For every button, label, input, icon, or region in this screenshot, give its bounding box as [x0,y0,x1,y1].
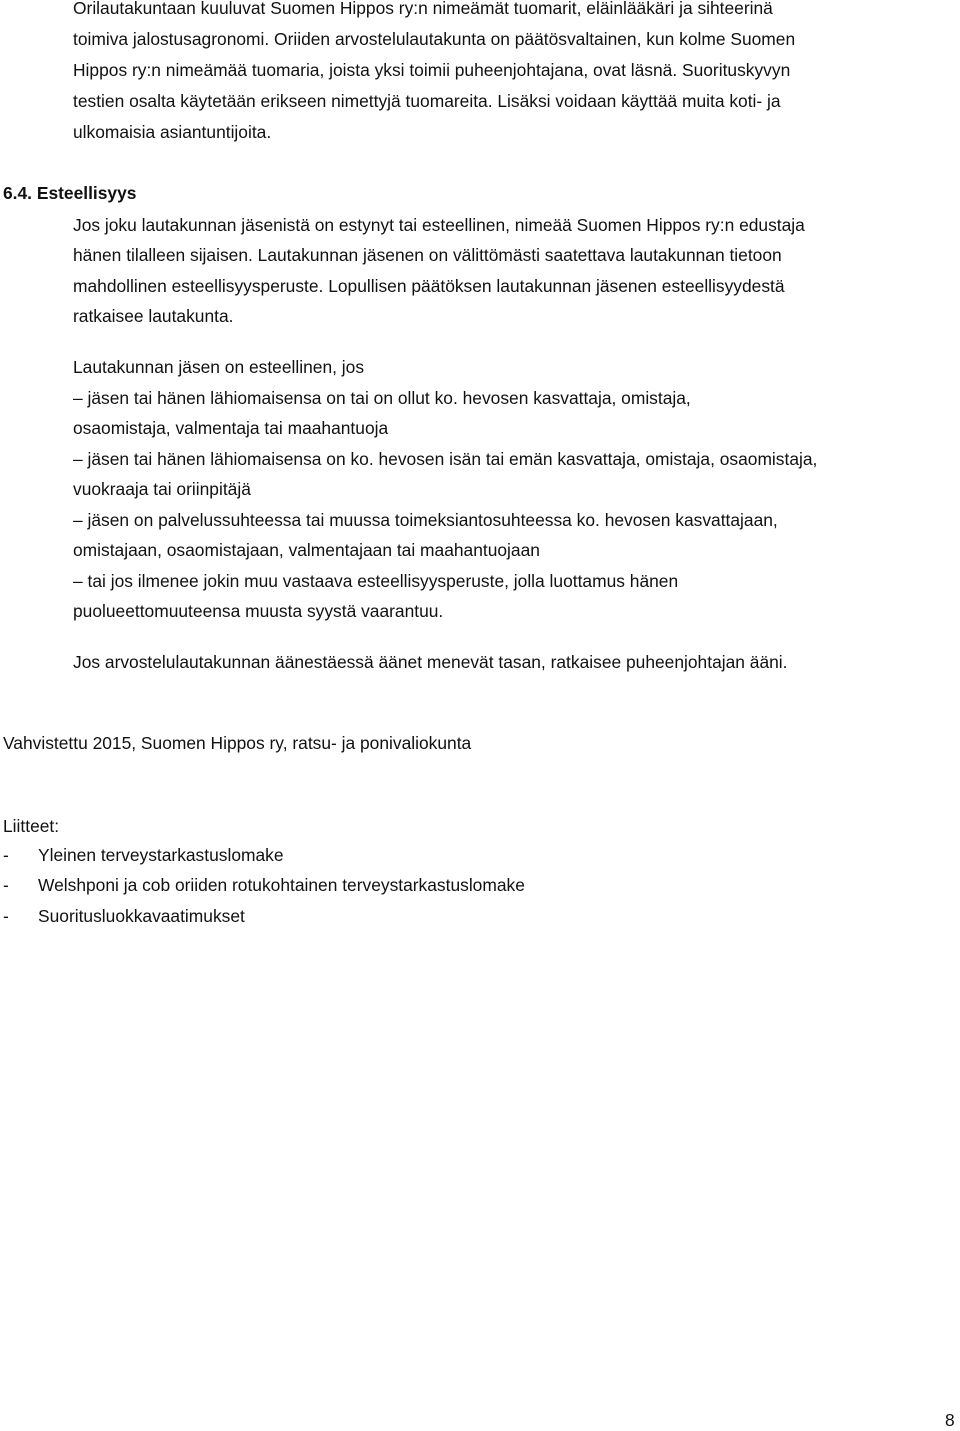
section-line-1: Jos joku lautakunnan jäsenistä on estynyt tai esteellinen, nimeää Suomen Hippos ry:n edustaja [73,215,805,235]
tie-rule: Jos arvostelulautakunnan äänestäessä äänet menevät tasan, ratkaisee puheenjohtajan ääni. [73,652,788,672]
confirmation-note: Vahvistettu 2015, Suomen Hippos ry, ratsu- ja ponivaliokunta [3,733,472,753]
attachments-title: Liitteet: [3,816,60,836]
section-title: Esteellisyys [36,183,137,203]
condition-line-continued: omistajaan, osaomistajaan, valmentajaan tai maahantuojaan [73,540,540,560]
bullet-dash: - [3,906,9,926]
intro-line-4: testien osalta käytetään erikseen nimettyjä tuomareita. Lisäksi voidaan käyttää muita koti- ja [73,91,781,111]
intro-line-2: toimiva jalostusagronomi. Oriiden arvostelulautakunta on päätösvaltainen, kun kolme Suomen [73,29,796,49]
condition-line: – jäsen tai hänen lähiomaisensa on tai on ollut ko. hevosen kasvattaja, omistaja, [73,388,691,408]
section-heading [3,182,136,204]
condition-line: – tai jos ilmenee jokin muu vastaava esteellisyysperuste, jolla luottamus hänen [73,571,679,591]
section-line-2: hänen tilalleen sijaisen. Lautakunnan jäsenen on välittömästi saatettava lautakunnan tietoon [73,245,782,265]
page-number: 8 [945,1410,955,1430]
attachment-label: Yleinen terveystarkastuslomake [38,845,284,865]
section-number: 6.4. [3,183,33,203]
bullet-dash: - [3,845,9,865]
condition-line-continued: puolueettomuuteensa muusta syystä vaarantuu. [73,601,444,621]
intro-line-1: Orilautakuntaan kuuluvat Suomen Hippos ry:n nimeämät tuomarit, eläinlääkäri ja sihteerinä [73,0,773,18]
condition-line: – jäsen on palvelussuhteessa tai muussa toimeksiantosuhteessa ko. hevosen kasvattajaan, [73,510,778,530]
condition-line-continued: osaomistaja, valmentaja tai maahantuoja [73,418,389,438]
intro-line-3: Hippos ry:n nimeämää tuomaria, joista yksi toimii puheenjohtajana, ovat läsnä. Suorituskyvyn [73,60,791,80]
attachment-label: Welshponi ja cob oriiden rotukohtainen terveystarkastuslomake [38,875,525,895]
section-line-3: mahdollinen esteellisyysperuste. Lopullisen päätöksen lautakunnan jäsenen esteellisyydestä [73,276,785,296]
conditions-intro: Lautakunnan jäsen on esteellinen, jos [73,357,365,377]
section-line-4: ratkaisee lautakunta. [73,306,234,326]
bullet-dash: - [3,875,9,895]
condition-line: – jäsen tai hänen lähiomaisensa on ko. hevosen isän tai emän kasvattaja, omistaja, osaomistaja, [73,449,818,469]
condition-line-continued: vuokraaja tai oriinpitäjä [73,479,251,499]
attachment-label: Suoritusluokkavaatimukset [38,906,245,926]
intro-line-5: ulkomaisia asiantuntijoita. [73,122,272,142]
